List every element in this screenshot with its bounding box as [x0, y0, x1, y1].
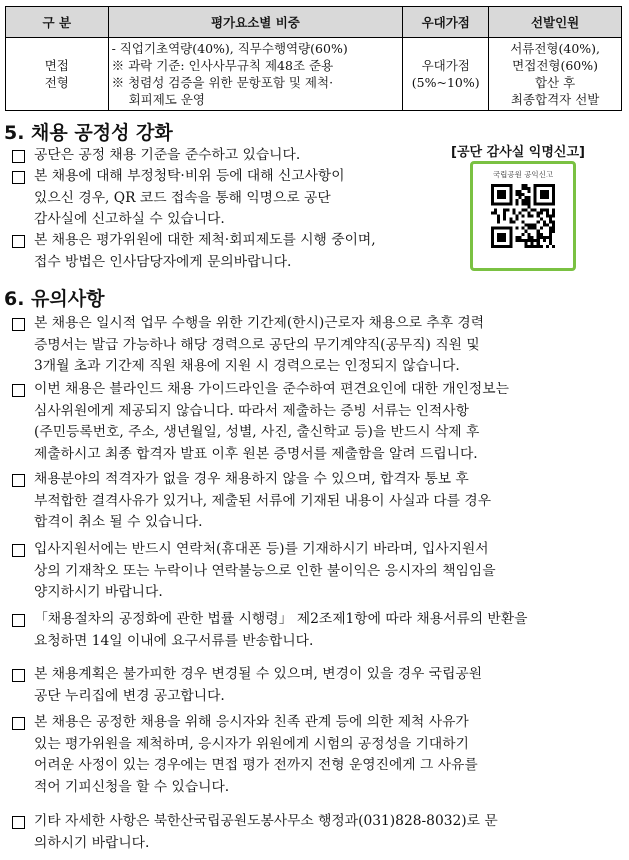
- checkbox-icon: [12, 717, 25, 730]
- selection-line: 최종합격자 선발: [510, 92, 600, 107]
- list-item: 본 채용은 일시적 업무 수행을 위한 기간제(한시)근로자 채용으로 추후 경력 증명서는 발급 가능하나 해당 경력으로 공단의 무기계약직(공무직) 직원 및 3개월 초과 기간제 직원 채용에 지원 시 경력으로는 인정되지 않습니다.: [12, 313, 484, 378]
- table-row: [6, 38, 622, 111]
- row-label-cell: [6, 38, 109, 111]
- bonus-cell: [403, 38, 489, 111]
- criteria-line: ※ 청렴성 검증을 위한 문항포함 및 제척·: [111, 75, 334, 90]
- list-item: 공단은 공정 채용 기준을 준수하고 있습니다.: [12, 145, 300, 167]
- list-item: 본 채용계획은 불가피한 경우 변경될 수 있으며, 변경이 있을 경우 국립공원 공단 누리집에 변경 공고합니다.: [12, 664, 482, 707]
- bonus-line: (5%~10%): [411, 75, 480, 90]
- list-item: 본 채용에 대해 부정청탁·비위 등에 대해 신고사항이 있으신 경우, QR 코드 접속을 통해 익명으로 공단 감사실에 신고하실 수 있습니다.: [12, 166, 345, 231]
- table-header: 평가요소별 비중: [108, 7, 403, 38]
- checkbox-icon: [12, 171, 25, 184]
- list-item: 「채용절차의 공정화에 관한 법률 시행령」 제2조제1항에 따라 채용서류의 반환을 요청하면 14일 이내에 요구서류를 반송합니다.: [12, 609, 527, 652]
- table-header-row: [6, 7, 622, 38]
- checkbox-icon: [12, 614, 25, 627]
- checkbox-icon: [12, 235, 25, 248]
- row-label: 전형: [44, 75, 69, 90]
- selection-line: 서류전형(40%),: [510, 41, 600, 56]
- selection-line: 면접전형(60%): [512, 58, 599, 73]
- criteria-line: ※ 과락 기준: 인사사무규칙 제48조 준용: [111, 58, 334, 73]
- list-item: 본 채용은 평가위원에 대한 제척·회피제도를 시행 중이며, 접수 방법은 인사담당자에게 문의바랍니다.: [12, 230, 376, 273]
- selection-cell: [489, 38, 622, 111]
- list-item: 본 채용은 공정한 채용을 위해 응시자와 친족 관계 등에 의한 제척 사유가 있는 평가위원을 제척하며, 응시자가 위원에게 시험의 공정성을 기대하기 어려운 사정이 있는 경우에는 면접 평가 전까지 전형 운영진에게 그 사유를 적어 기피신청을 할 수 있습니다.: [12, 712, 478, 798]
- list-item: 이번 채용은 블라인드 채용 가이드라인을 준수하여 편견요인에 대한 개인정보는 심사위원에게 제공되지 않습니다. 따라서 제출하는 증빙 서류는 인적사항 (주민등록번호, 주소, 생년월일, 성별, 사진, 출신학교 등)을 반드시 삭제 후 제출하시고 최종 합격자 발표 이후 원본 증명서를 제출함을 알려 드립니다.: [12, 379, 509, 465]
- list-item: 기타 자세한 사항은 북한산국립공원도봉사무소 행정과(031)828-8032)로 문 의하시기 바랍니다.: [12, 811, 498, 854]
- list-item: 입사지원서에는 반드시 연락처(휴대폰 등)를 기재하시기 바라며, 입사지원서 상의 기재착오 또는 누락이나 연락불능으로 인한 불이익은 응시자의 책임임을 양지하시기 바랍니다.: [12, 539, 496, 604]
- selection-line: 합산 후: [534, 75, 576, 90]
- table-header: 선발인원: [489, 7, 622, 38]
- checkbox-icon: [12, 816, 25, 829]
- qr-label: 국립공원 공익신고: [492, 170, 554, 179]
- section-title: 6. 유의사항: [4, 288, 105, 310]
- table-header: 우대가점: [403, 7, 489, 38]
- qr-code-card[interactable]: [470, 161, 576, 271]
- checkbox-icon: [12, 544, 25, 557]
- checkbox-icon: [12, 474, 25, 487]
- criteria-line: 회피제도 운영: [128, 92, 206, 107]
- criteria-cell: [108, 38, 403, 111]
- evaluation-table: [5, 6, 622, 111]
- qr-caption: [공단 감사실 익명신고]: [451, 145, 585, 160]
- criteria-line: - 직업기초역량(40%), 직무수행역량(60%): [111, 41, 348, 56]
- checkbox-icon: [12, 669, 25, 682]
- checkbox-icon: [12, 318, 25, 331]
- bonus-line: 우대가점: [421, 58, 470, 73]
- section-title: 5. 채용 공정성 강화: [4, 122, 173, 144]
- table-header: 구 분: [6, 7, 109, 38]
- qr-code-icon[interactable]: [491, 184, 555, 248]
- list-item: 채용분야의 적격자가 없을 경우 채용하지 않을 수 있으며, 합격자 통보 후 부적합한 결격사유가 있거나, 제출된 서류에 기재된 내용이 사실과 다를 경우 합격이 취소 될 수 있습니다.: [12, 469, 491, 534]
- checkbox-icon: [12, 384, 25, 397]
- checkbox-icon: [12, 150, 25, 163]
- row-label: 면접: [44, 58, 69, 73]
